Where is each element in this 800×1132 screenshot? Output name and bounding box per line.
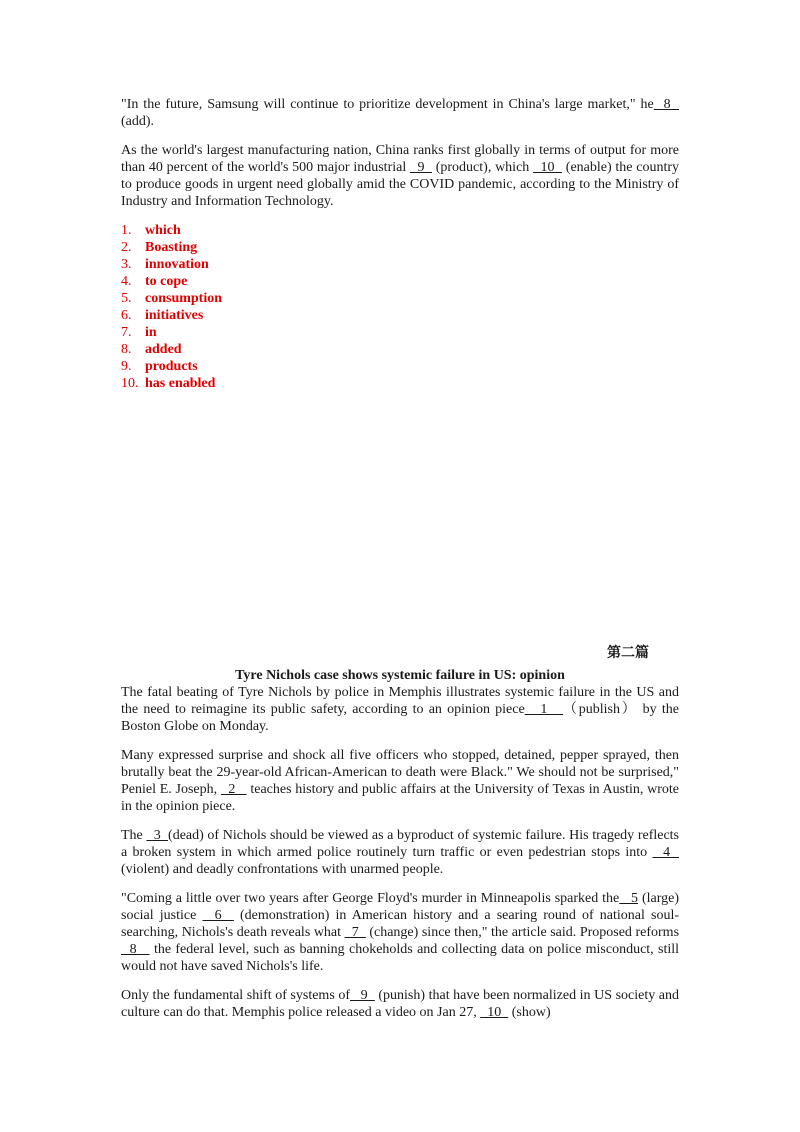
paragraph-2: Many expressed surprise and shock all five officers who stopped, detained, pepper sprayed, then brutally beat the 29-year-old African-American to death were Black." We should not be surprised," Peniel E. Joseph, 2 teaches history and public affairs at the University of Texas in Austin, wrote in the opinion piece.: [121, 748, 680, 814]
answer-item: 1. which: [121, 223, 181, 238]
passage-one: [121, 96, 679, 392]
paragraph-1: The fatal beating of Tyre Nichols by police in Memphis illustrates systemic failure in the US and the need to reimagine its public safety, according to an opinion piece 1 （publish） by the Boston Globe on Monday.: [121, 685, 679, 734]
paragraph-5: Only the fundamental shift of systems of 9 (punish) that have been normalized in US society and culture can do that. Memphis police released a video on Jan 27, 10 (show): [121, 988, 679, 1020]
blank-10: 10: [480, 1005, 509, 1020]
blank-8: 8: [121, 942, 150, 957]
answer-item: 10. has enabled: [121, 376, 216, 391]
blank-1: 1: [524, 702, 564, 717]
blank-9: 9: [409, 160, 432, 175]
answer-item: 6. initiatives: [121, 308, 204, 323]
paragraph-manufacturing: As the world's largest manufacturing nation, China ranks first globally in terms of output for more than 40 percent of the world's 500 major industrial 9 (product), which 10 (enable) the country to produce goods in urgent need globally amid the COVID pandemic, according to the Ministry of Industry and Information Technology.: [121, 143, 680, 209]
answer-item: 3. innovation: [121, 257, 209, 272]
answer-item: 7. in: [121, 325, 157, 340]
paragraph-4: "Coming a little over two years after George Floyd's murder in Minneapolis sparked the 5 (large) social justice 6 (demonstration) in American history and a searing round of national soul-searching, Nichols's death reveals what 7 (change) since then," the article said. Proposed reforms 8 the federal level, such as banning chokeholds and collecting data on police misconduct, still would not have saved Nichols's life.: [121, 891, 680, 974]
passage-two: [121, 667, 679, 1033]
blank-10: 10: [533, 160, 563, 175]
blank-7: 7: [344, 925, 366, 940]
paragraph-samsung: "In the future, Samsung will continue to prioritize development in China's large market," he 8 (add).: [121, 97, 680, 129]
blank-2: 2: [220, 782, 247, 797]
blank-4: 4: [652, 845, 680, 860]
blank-3: 3: [146, 828, 169, 843]
paragraph-3: The 3 (dead) of Nichols should be viewed as a byproduct of systemic failure. His tragedy reflects a broken system in which armed police routinely turn traffic or even pedestrian stops into 4 (violent) and deadly confrontations with unarmed people.: [121, 828, 680, 877]
article-title: Tyre Nichols case shows systemic failure in US: opinion: [235, 668, 565, 683]
answer-item: 8. added: [121, 342, 182, 357]
answer-item: 2. Boasting: [121, 240, 198, 255]
answer-key: [121, 222, 679, 392]
answer-item: 9. products: [121, 359, 198, 374]
answer-item: 4. to cope: [121, 274, 188, 289]
blank-5: 5: [619, 891, 639, 906]
blank-9: 9: [350, 988, 375, 1003]
blank-8: 8: [653, 97, 680, 112]
section-label: 第二篇: [607, 645, 649, 661]
answer-item: 5. consumption: [121, 291, 223, 306]
blank-6: 6: [202, 908, 234, 923]
